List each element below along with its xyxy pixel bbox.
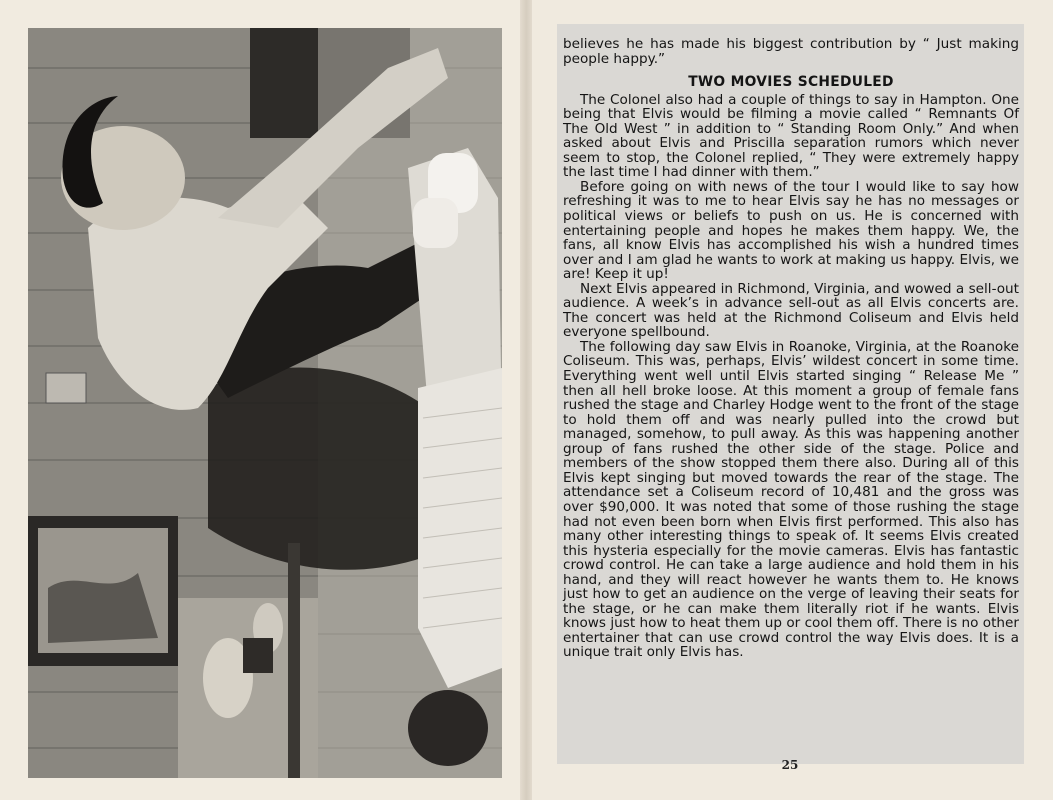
intro-paragraph: believes he has made his biggest contribution by “ Just making people happy.” — [563, 36, 1019, 67]
paragraph: The Colonel also had a couple of things to say in Hampton. One being that Elvis would be filming a movie called “ Remnants Of The Old West ” in addition to “ Standing Room Only.” And when asked about Elvis and Priscilla separation rumors which never seem to stop, the Colonel replied, “ They were extremely happy the last time I had dinner with them.” — [563, 91, 1019, 181]
section-heading: TWO MOVIES SCHEDULED — [688, 74, 894, 91]
paragraph: Before going on with news of the tour I would like to say how refreshing it was to me to hear Elvis say he has no messages or political views or beliefs to push on us. He is concerned with entertaining people and hopes he makes them happy. We, the fans, all know Elvis has accomplished his wish a hundred times over and I am glad he wants to work at making us happy. Elvis, we are! Keep it up! — [563, 178, 1019, 283]
photo-illustration — [28, 28, 502, 778]
paragraph: Next Elvis appeared in Richmond, Virginia, and wowed a sell-out audience. A week’s in advance sell-out as all Elvis concerts are. The concert was held at the Richmond Coliseum and Elvis held everyone spellbound. — [563, 280, 1019, 341]
page-number: 25 — [781, 758, 799, 772]
left-page — [0, 0, 524, 800]
black-and-white-photo — [28, 28, 502, 778]
paragraph: The following day saw Elvis in Roanoke, Virginia, at the Roanoke Coliseum. This was, perhaps, Elvis’ wildest concert in some time. Everything went well until Elvis started singing “ Release Me ” then all hell broke loose. At this moment a group of female fans rushed the stage and Charley Hodge went to the front of the stage to hold them off and was nearly pulled into the crowd but managed, somehow, to pull away. As this was happening another group of fans rushed the other side of the stage. Police and members of the show stopped them there also. During all of this Elvis kept singing but moved towards the rear of the stage. The attendance set a Coliseum record of 10,481 and the gross was over $90,000. It was noted that some of those rushing the stage had not even been born when Elvis first performed. This also has many other interesting things to speak of. It seems Elvis created this hysteria especially for the movie cameras. Elvis has fantastic crowd control. He can take a large audience and hold them in his hand, and they will react however he wants them to. He knows just how to get an audience on the verge of leaving their seats for the stage, or he can make them literally riot if he wants. Elvis knows just how to heat them up or cool them off. There is no other entertainer that can use crowd control the way Elvis does. It is a unique trait only Elvis has. — [563, 338, 1019, 661]
article-text — [563, 37, 1019, 660]
